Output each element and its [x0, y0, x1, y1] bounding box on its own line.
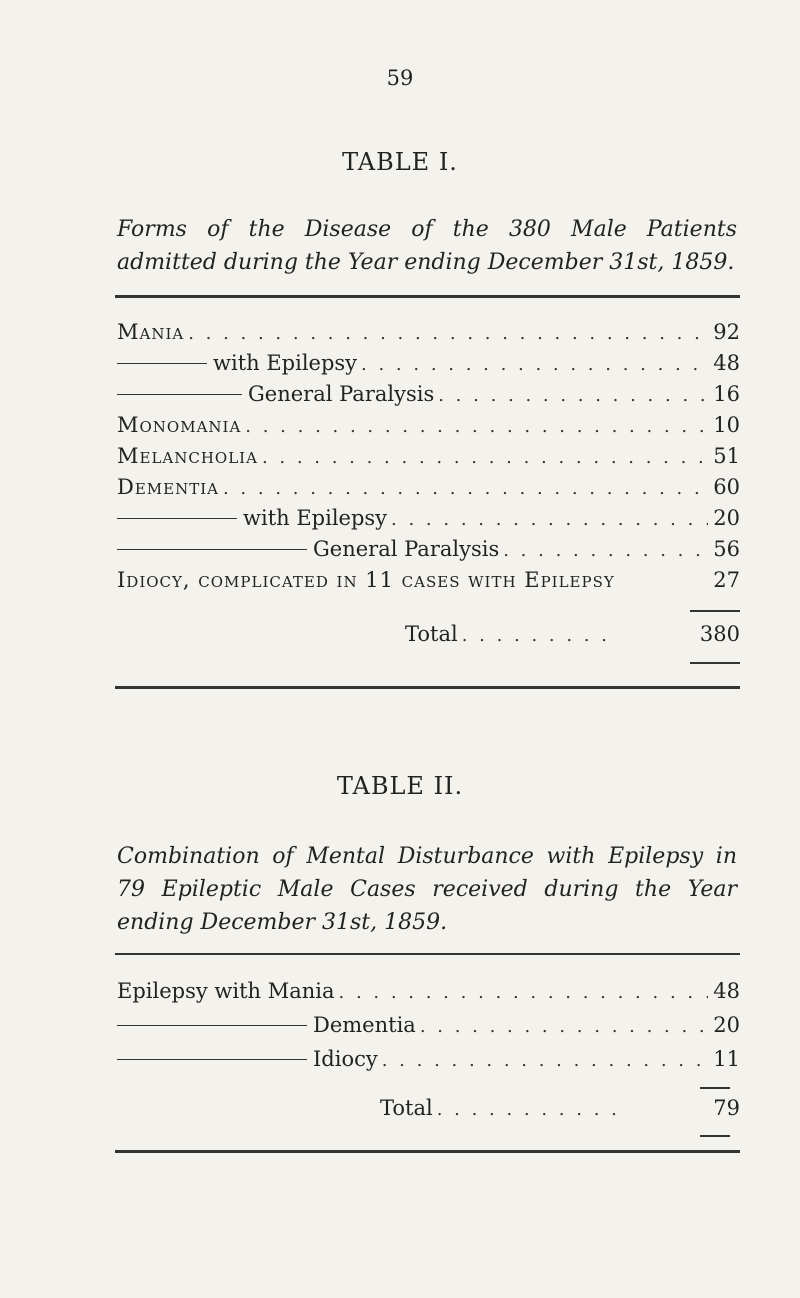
table-row — [117, 475, 740, 506]
row-label: Epilepsy with Mania — [117, 979, 335, 1003]
table-row — [117, 1047, 740, 1081]
ditto-dash — [117, 1025, 307, 1026]
table-row — [117, 537, 740, 568]
row-value: 20 — [713, 1013, 740, 1037]
leader-dots — [438, 385, 708, 406]
row-value: 10 — [713, 413, 740, 437]
table-row — [117, 320, 740, 351]
table-row — [117, 444, 740, 475]
row-value: 56 — [713, 537, 740, 561]
table-row — [117, 979, 740, 1013]
row-label: Dementia — [313, 1013, 416, 1037]
row-label: with Epilepsy — [243, 506, 388, 530]
leader-dots — [382, 1050, 708, 1071]
table2-bottom-rule — [115, 1150, 740, 1153]
table-row — [117, 568, 740, 599]
leader-dots — [262, 447, 708, 468]
table-row — [117, 1013, 740, 1047]
table1-total-row — [405, 622, 740, 646]
row-value: 51 — [713, 444, 740, 468]
ditto-dash — [117, 1059, 307, 1060]
table2-title: TABLE II. — [336, 772, 464, 800]
table-row — [117, 351, 740, 382]
table2-caption: Combination of Mental Disturbance with Epilepsy in 79 Epileptic Male Cases received during the Year ending December 31st, 1859. — [117, 844, 737, 935]
row-value: 92 — [713, 320, 740, 344]
sum-rule — [700, 1087, 730, 1089]
table-row — [117, 506, 740, 537]
row-value: 60 — [713, 475, 740, 499]
table2-total-row — [380, 1096, 740, 1120]
row-value: 20 — [713, 506, 740, 530]
leader-dots — [223, 478, 708, 499]
table1-caption: Forms of the Disease of the 380 Male Patients admitted during the Year ending December 31st, 1859. — [117, 217, 737, 275]
row-label: Dementia — [117, 475, 219, 499]
row-label: Melancholia — [117, 444, 258, 468]
page-number: 59 — [386, 66, 414, 90]
row-label — [117, 568, 615, 592]
ditto-dash — [117, 363, 207, 364]
table2-rows — [117, 979, 740, 1081]
row-value: 16 — [713, 382, 740, 406]
leader-dots — [391, 509, 708, 530]
total-value: 380 — [699, 622, 740, 646]
total-value: 79 — [713, 1096, 740, 1120]
table1-rows — [117, 320, 740, 599]
sum-rule — [700, 1135, 730, 1137]
row-label: Monomania — [117, 413, 242, 437]
table1-bottom-rule — [115, 686, 740, 689]
row-value: 48 — [713, 351, 740, 375]
total-label: Total — [405, 622, 458, 646]
leader-dots — [420, 1016, 708, 1037]
row-value: 48 — [713, 979, 740, 1003]
row-value: 27 — [713, 568, 740, 592]
total-label: Total — [380, 1096, 433, 1120]
table-row — [117, 413, 740, 444]
row-label: Mania — [117, 320, 185, 344]
row-label: General Paralysis — [313, 537, 500, 561]
leader-dots — [188, 323, 708, 344]
leader-dots — [503, 540, 708, 561]
table-row — [117, 382, 740, 413]
row-label: Idiocy — [313, 1047, 378, 1071]
ditto-dash — [117, 549, 307, 550]
row-value: 11 — [713, 1047, 740, 1071]
leader-dots — [437, 1099, 627, 1120]
row-label: with Epilepsy — [213, 351, 358, 375]
ditto-dash — [117, 394, 242, 395]
table2-top-rule — [115, 953, 740, 955]
sum-rule — [690, 662, 740, 664]
leader-dots — [339, 982, 708, 1003]
ditto-dash — [117, 518, 237, 519]
table1-top-rule — [115, 295, 740, 298]
leader-dots — [245, 416, 708, 437]
leader-dots — [462, 625, 612, 646]
row-label: General Paralysis — [248, 382, 435, 406]
table1-title: TABLE I. — [342, 148, 458, 176]
sum-rule — [690, 610, 740, 612]
leader-dots — [361, 354, 708, 375]
row-label-text: Idiocy, complicated in 11 cases with Epilepsy — [117, 568, 615, 592]
